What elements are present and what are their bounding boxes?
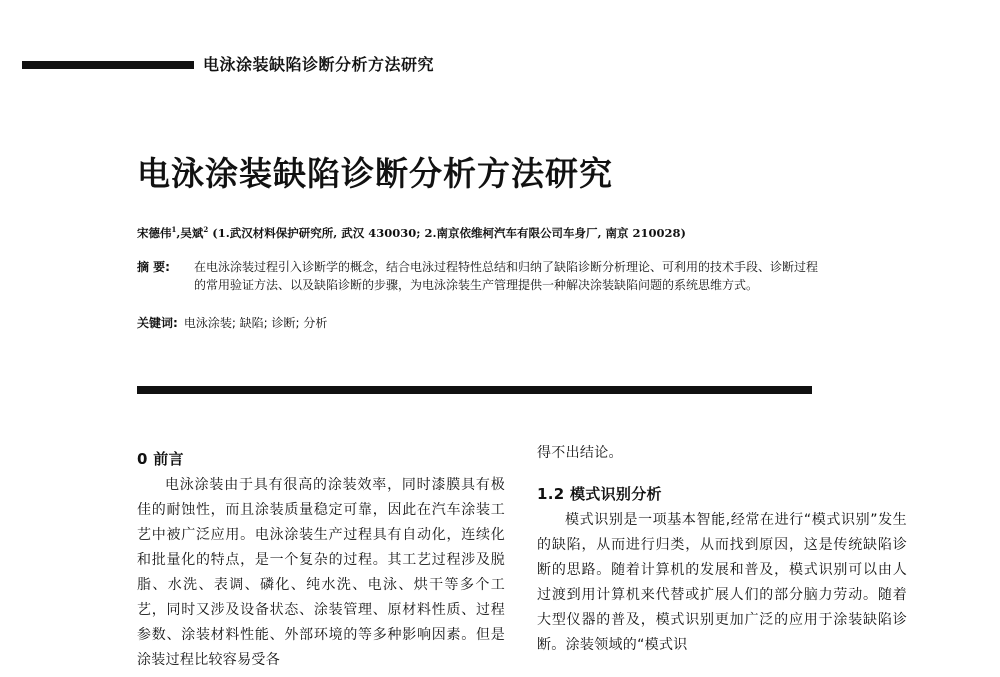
- section-heading-pattern: 1.2 模式识别分析: [537, 485, 662, 503]
- affiliation: (1.武汉材料保护研究所, 武汉 430030; 2.南京依维柯汽车有限公司车身厂, 南京 210028): [208, 226, 686, 240]
- authors-line: [137, 225, 686, 241]
- intro-paragraph: 电泳涂装由于具有很高的涂装效率，同时漆膜具有极佳的耐蚀性，而且涂装质量稳定可靠，因此在汽车涂装工艺中被广泛应用。电泳涂装生产过程具有自动化，连续化和批量化的特点，是一个复杂的过程。其工艺过程涉及脱脂、水洗、表调、磷化、纯水洗、电泳、烘干等多个工艺，同时又涉及设备状态、涂装管理、原材料性质、过程参数、涂装材料性能、外部环境的等多种影响因素。但是涂装过程比较容易受各: [137, 477, 505, 668]
- keywords-line: [137, 314, 327, 331]
- left-column: [137, 445, 505, 673]
- right-column: [537, 441, 907, 658]
- running-title: 电泳涂装缺陷诊断分析方法研究: [203, 55, 435, 74]
- paper-title: 电泳涂装缺陷诊断分析方法研究: [137, 154, 613, 193]
- keywords-text: 电泳涂装; 缺陷; 诊断; 分析: [183, 316, 328, 330]
- abstract-text: 在电泳涂装过程引入诊断学的概念，结合电泳过程特性总结和归纳了缺陷诊断分析理论、可利用的技术手段、诊断过程的常用验证方法、以及缺陷诊断的步骤，为电泳涂装生产管理提供一种解决涂装缺陷问题的系统思维方式。: [194, 260, 819, 292]
- spacer: [537, 466, 907, 480]
- continuation-text: 得不出结论。: [537, 445, 623, 461]
- author-name-1: 宋德伟: [137, 226, 172, 240]
- section-divider: [137, 386, 812, 394]
- pattern-paragraph: 模式识别是一项基本智能,经常在进行“模式识别”发生的缺陷，从而进行归类，从而找到原因，这是传统缺陷诊断的思路。随着计算机的发展和普及，模式识别可以由人过渡到用计算机来代替或扩展人们的部分脑力劳动。随着大型仪器的普及，模式识别更加广泛的应用于涂装缺陷诊断。涂装领域的“模式识: [537, 512, 907, 653]
- author-sep: ,吴斌: [176, 226, 204, 240]
- section-heading-intro: 0 前言: [137, 450, 184, 468]
- abstract-label: 摘 要:: [137, 260, 170, 274]
- header-rule: [22, 61, 194, 69]
- keywords-label: 关键词:: [137, 316, 178, 330]
- author-sup-2: 2: [203, 225, 209, 235]
- author-sup-1: 1: [171, 225, 177, 235]
